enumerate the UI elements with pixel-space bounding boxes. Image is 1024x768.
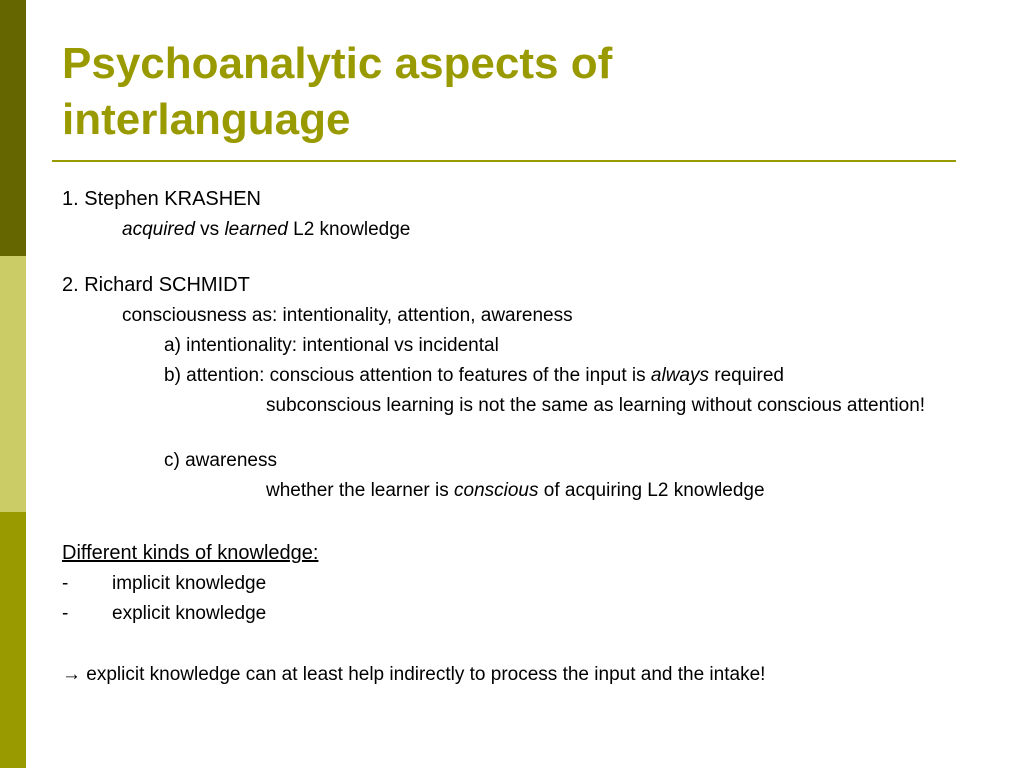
conclusion-line (62, 663, 765, 686)
conscious-term: conscious (454, 480, 539, 501)
list-item (62, 602, 266, 625)
title-divider (52, 160, 956, 162)
subconscious-note: subconscious learning is not the same as learning without conscious attention! (266, 395, 926, 416)
awareness-detail (266, 479, 765, 502)
awareness-line: c) awareness (164, 450, 277, 471)
dash-bullet: - (62, 573, 69, 594)
conclusion-text: explicit knowledge can at least help indirectly to process the input and the intake! (81, 664, 766, 685)
acquired-term: acquired (122, 219, 195, 240)
consciousness-line: consciousness as: intentionality, attention, awareness (122, 305, 573, 326)
krashen-heading: 1. Stephen KRASHEN (62, 188, 261, 210)
explicit-item: explicit knowledge (112, 603, 267, 624)
sidebar-band-dark (0, 0, 26, 256)
intentionality-line: a) intentionality: intentional vs incidental (164, 335, 499, 356)
attention-text: b) attention: conscious attention to features of the input is (164, 365, 651, 386)
whether-text: whether the learner is (266, 480, 454, 501)
acquiring-text: of acquiring L2 knowledge (538, 480, 765, 501)
list-item (62, 572, 266, 595)
slide-title (62, 36, 962, 148)
slide-title-line1: Psychoanalytic aspects of (62, 39, 613, 88)
sidebar-band-light (0, 256, 26, 512)
knowledge-heading: Different kinds of knowledge: (62, 542, 319, 564)
vs-text: vs (194, 219, 225, 240)
l2-knowledge-text: L2 knowledge (287, 219, 411, 240)
krashen-detail (122, 218, 410, 241)
arrow-icon: → (62, 664, 81, 685)
attention-line (164, 364, 784, 387)
sidebar-band-olive (0, 512, 26, 768)
learned-term: learned (224, 219, 288, 240)
implicit-item: implicit knowledge (112, 573, 267, 594)
always-term: always (650, 365, 709, 386)
slide-title-line2: interlanguage (62, 95, 351, 144)
dash-bullet: - (62, 603, 69, 624)
required-text: required (709, 365, 784, 386)
schmidt-heading: 2. Richard SCHMIDT (62, 274, 250, 296)
